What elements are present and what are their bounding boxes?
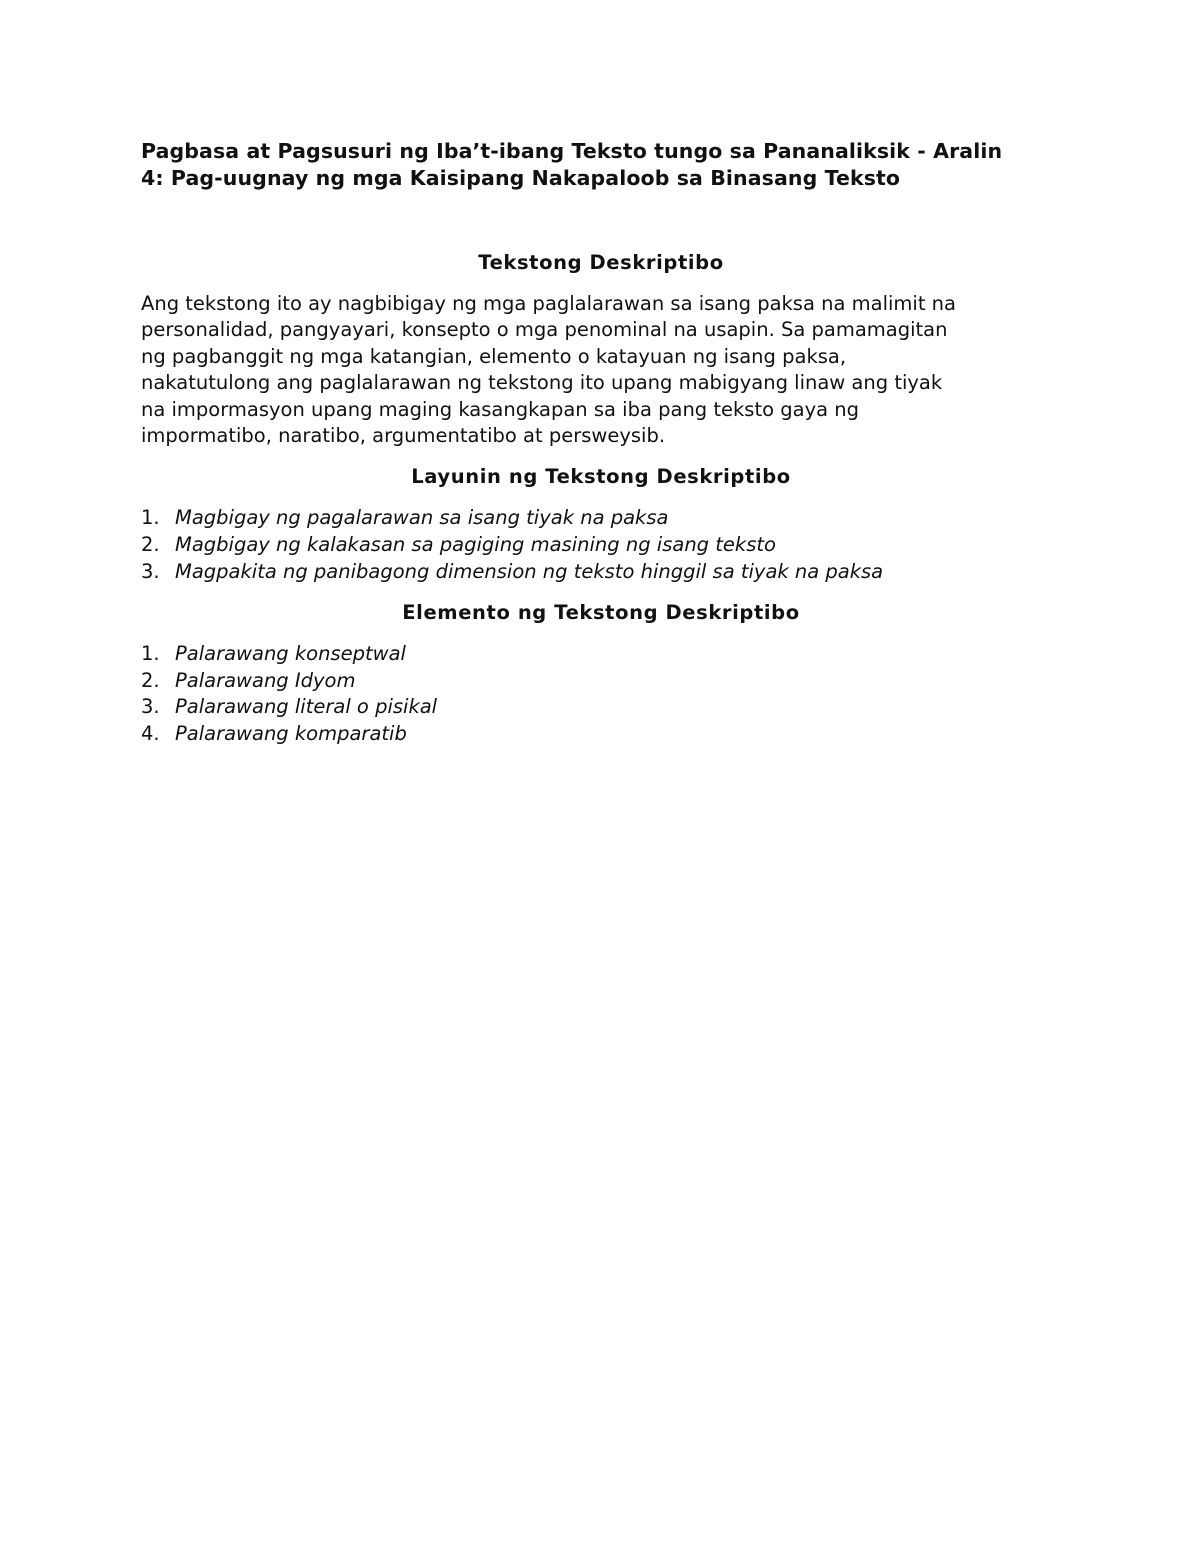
list-item-text: Palarawang Idyom [175, 668, 356, 692]
list-item-text: Magbigay ng kalakasan sa pagiging masining ng isang teksto [175, 533, 776, 557]
list-item [141, 721, 1061, 748]
list-item [141, 641, 1061, 668]
paragraph-line: na impormasyon upang maging kasangkapan sa iba pang teksto gaya ng [141, 397, 859, 421]
document-title [141, 138, 1061, 192]
description-paragraph [141, 291, 1061, 449]
list-item [141, 532, 1061, 559]
elemento-list [141, 641, 1061, 747]
list-item-number: 3. [141, 695, 160, 719]
list-item-text: Palarawang komparatib [175, 722, 407, 745]
paragraph-line: nakatutulong ang paglalarawan ng tekstong ito upang mabigyang linaw ang tiyak [141, 371, 943, 395]
document-title-line-2: 4: Pag-uugnay ng mga Kaisipang Nakapaloob sa Binasang Teksto [141, 166, 901, 190]
section-heading-elemento: Elemento ng Tekstong Deskriptibo [402, 601, 800, 625]
list-item-text: Magbigay ng pagalarawan sa isang tiyak na paksa [175, 506, 669, 530]
paragraph-line: ng pagbanggit ng mga katangian, elemento o katayuan ng isang paksa, [141, 344, 847, 368]
list-item-number: 3. [141, 559, 160, 583]
list-item-number: 2. [141, 533, 160, 557]
layunin-list [141, 505, 1061, 585]
section-heading-tekstong-deskriptibo: Tekstong Deskriptibo [478, 251, 724, 274]
paragraph-line: Ang tekstong ito ay nagbibigay ng mga paglalarawan sa isang paksa na malimit na [141, 292, 956, 315]
section-heading-layunin: Layunin ng Tekstong Deskriptibo [411, 465, 791, 489]
list-item-number: 4. [141, 722, 160, 745]
list-item-text: Magpakita ng panibagong dimension ng teksto hinggil sa tiyak na paksa [175, 559, 884, 583]
list-item-text: Palarawang konseptwal [175, 642, 406, 666]
list-item-number: 1. [141, 642, 160, 666]
document-title-line-1: Pagbasa at Pagsusuri ng Iba’t-ibang Teksto tungo sa Pananaliksik - Aralin [141, 139, 1003, 163]
list-item [141, 668, 1061, 695]
list-item [141, 505, 1061, 532]
list-item-number: 2. [141, 668, 160, 692]
document-page [141, 138, 1061, 748]
list-item [141, 694, 1061, 721]
paragraph-line: impormatibo, naratibo, argumentatibo at persweysib. [141, 424, 666, 448]
list-item-text: Palarawang literal o pisikal [175, 695, 438, 719]
list-item [141, 559, 1061, 586]
list-item-number: 1. [141, 506, 160, 530]
paragraph-line: personalidad, pangyayari, konsepto o mga penominal na usapin. Sa pamamagitan [141, 318, 948, 342]
